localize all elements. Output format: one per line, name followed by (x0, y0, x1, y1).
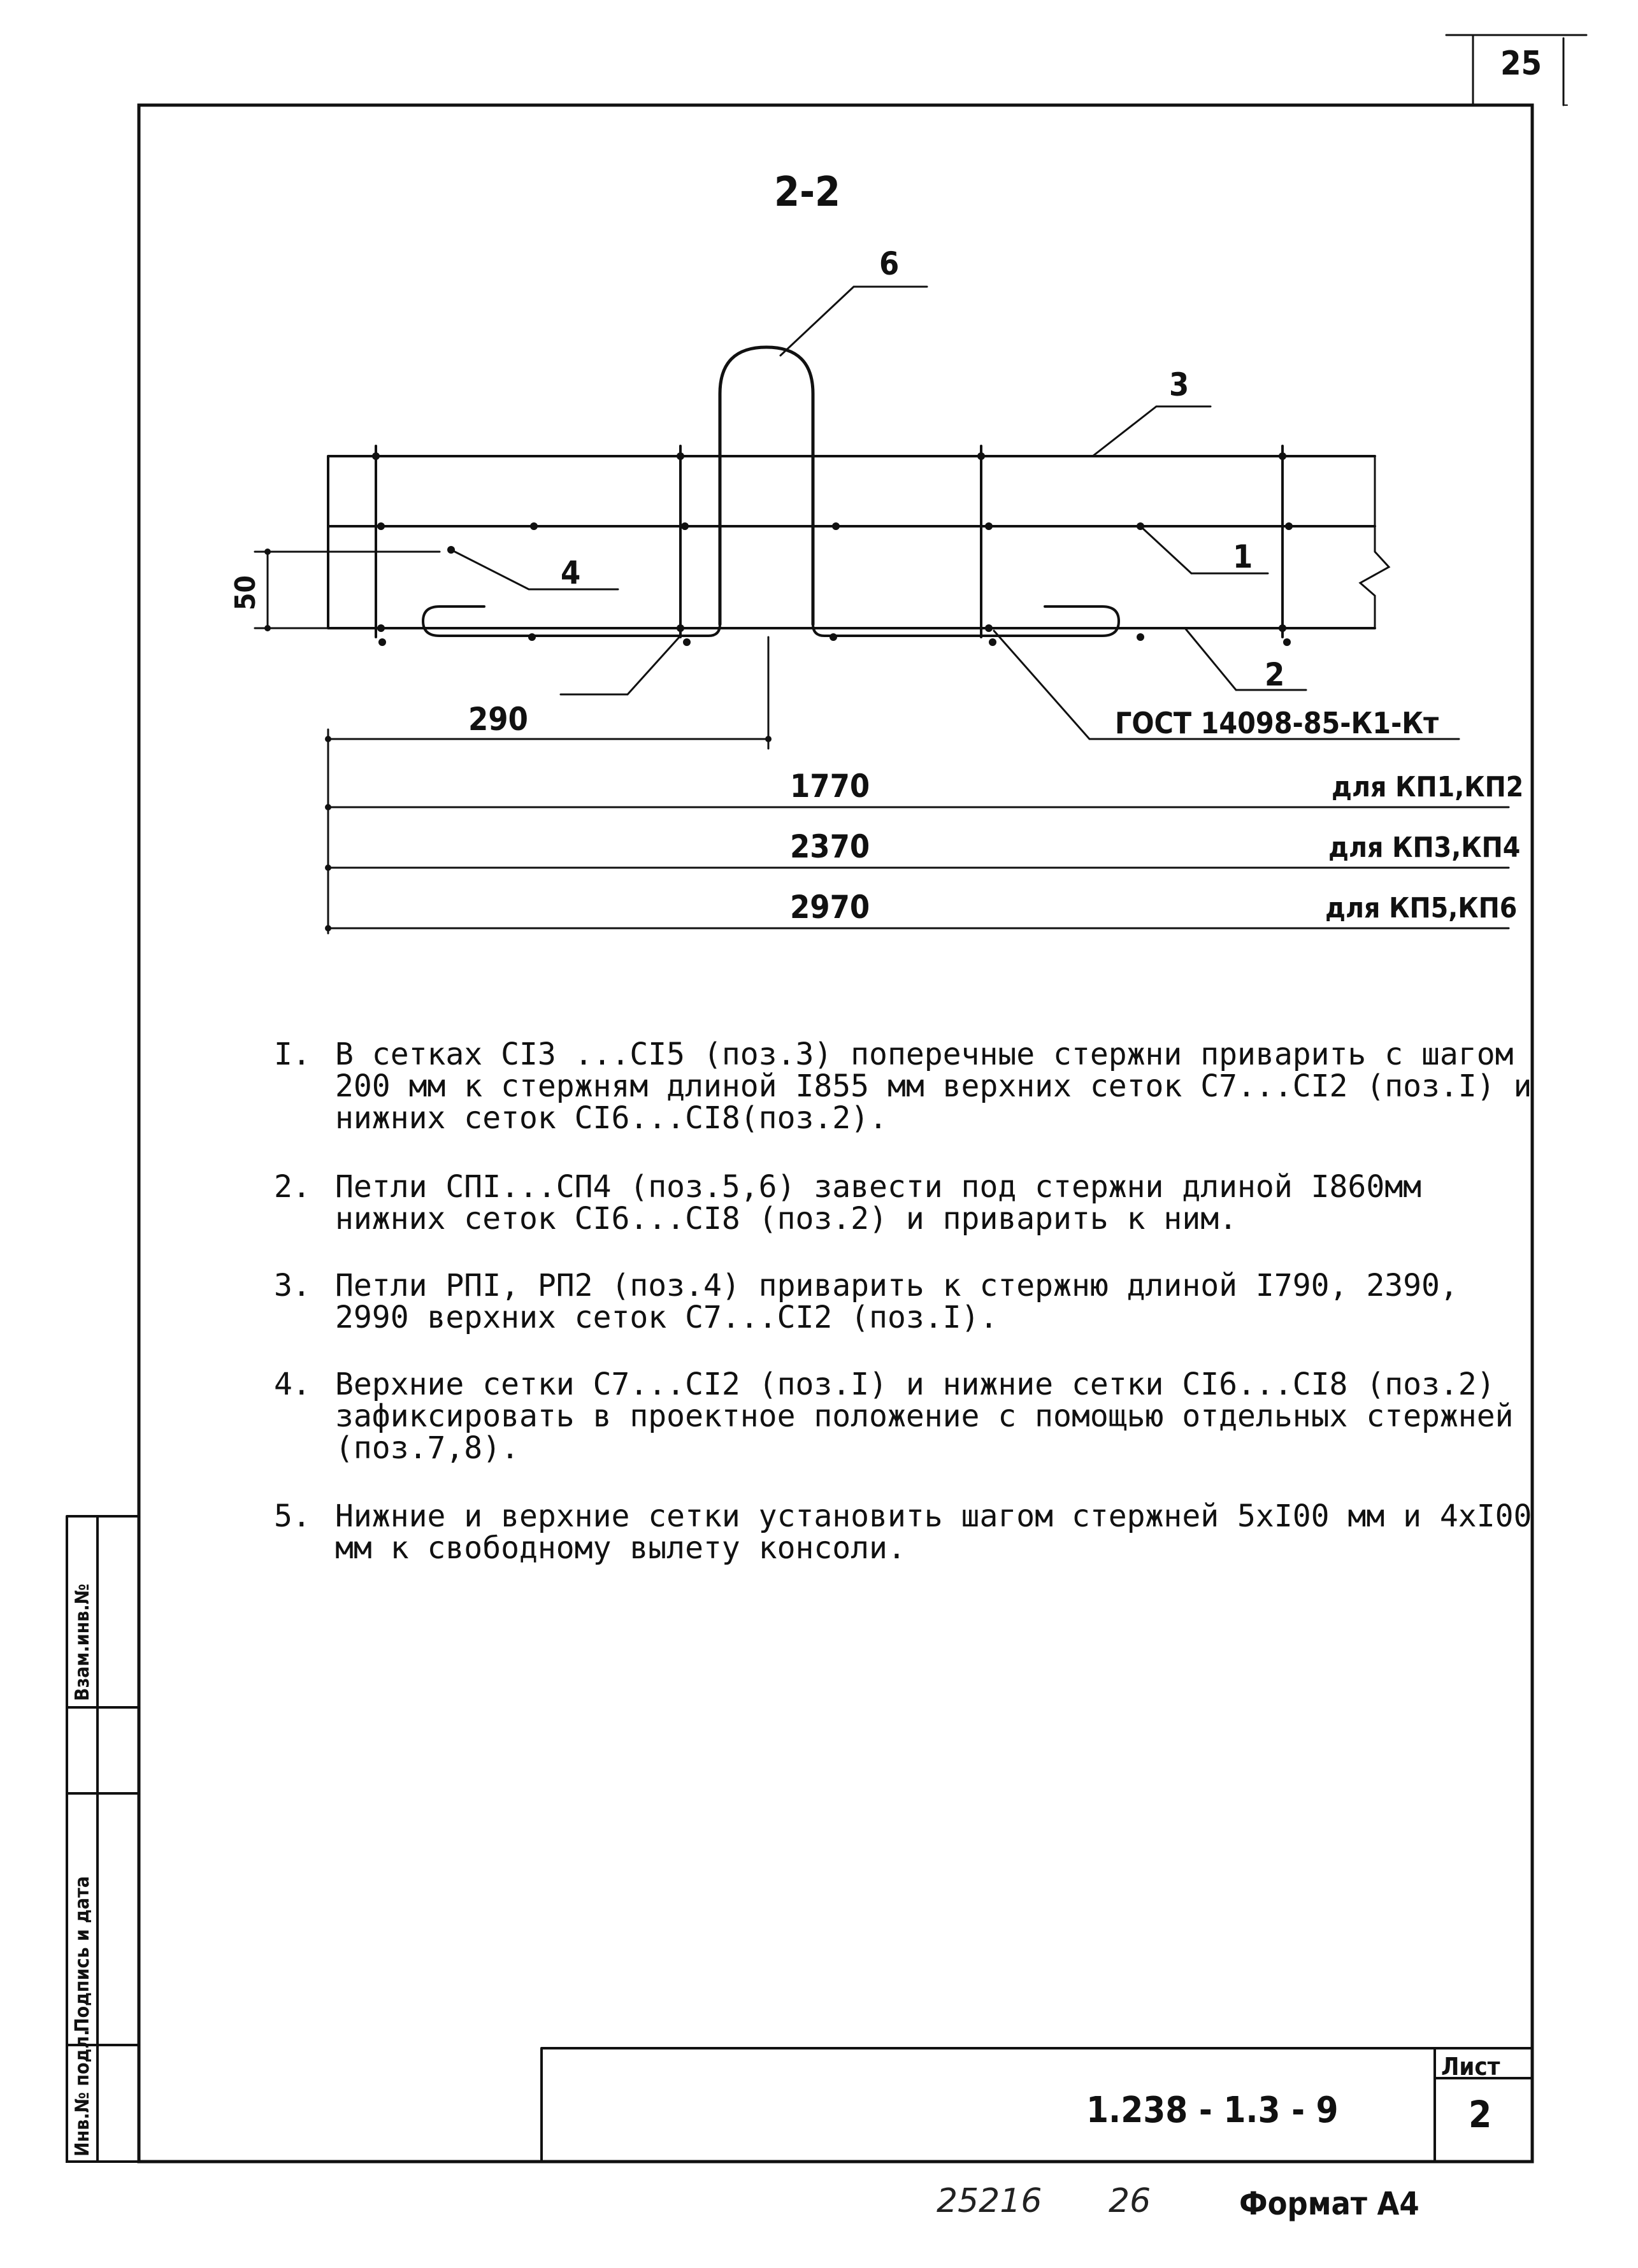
dim-row-1-label: для КП1,КП2 (1332, 771, 1524, 803)
bar-dots (372, 452, 1293, 646)
bar-dot (528, 633, 536, 641)
bar-dot (1279, 452, 1286, 460)
break-line (1360, 456, 1389, 628)
dim-50-label: 50 (229, 575, 262, 610)
dim-290-label: 290 (468, 701, 528, 738)
note-item (274, 1171, 1523, 1241)
central-loop-hooks (680, 624, 981, 636)
callout-gost: ГОСТ 14098-85-К1-Кт (1115, 706, 1439, 740)
callout-1: 1 (1233, 538, 1253, 575)
bar-dot (377, 624, 385, 632)
dim-tick (765, 736, 772, 742)
dim-290-line (328, 637, 768, 749)
leader-3 (1093, 406, 1211, 456)
callout-3: 3 (1169, 366, 1189, 403)
dim-row-2-value: 2370 (790, 828, 870, 865)
bar-dot (1137, 633, 1144, 641)
dim-50-line (255, 552, 440, 628)
handwritten-number-1: 25216 (937, 2182, 1042, 2220)
bar-dot (1279, 624, 1286, 632)
bar-dot (530, 522, 538, 530)
bar-dot (985, 522, 993, 530)
note-number: 5. (274, 1498, 311, 1534)
note-number: 2. (274, 1169, 311, 1205)
bar-dot (677, 624, 684, 632)
bar-dot (683, 638, 691, 646)
bar-dot (1137, 522, 1144, 530)
central-loop (720, 347, 813, 624)
section-title: 2-2 (774, 169, 841, 216)
stamp-podpis-data: Подпись и дата (71, 1876, 94, 2032)
leader-weld-left (561, 636, 680, 694)
dim-row-3-label: для КП5,КП6 (1325, 892, 1518, 924)
leader-4 (451, 550, 618, 589)
dim-tick (325, 736, 331, 742)
stamp-inv-podl: Инв.№ подл. (71, 2029, 94, 2157)
callout-2: 2 (1265, 656, 1285, 693)
note-text: Петли РПI, РП2 (поз.4) приварить к стержню длиной I790, 2390, 2990 верхних сеток С7...СI2 (поз.I). (335, 1268, 1458, 1335)
bar-dot (681, 522, 689, 530)
note-item (274, 1037, 1532, 1140)
callout-4: 4 (561, 554, 581, 591)
right-hook-bar (981, 606, 1119, 636)
leader-6 (780, 287, 927, 355)
bar-dot (378, 638, 386, 646)
bar-dot (1283, 638, 1291, 646)
note-item (274, 1270, 1523, 1340)
dim-row-1-value: 1770 (790, 768, 870, 805)
sheet-number: 2 (1469, 2093, 1492, 2136)
bar-dot (677, 452, 684, 460)
handwritten-number-2: 26 (1109, 2182, 1151, 2220)
dim-tick (264, 625, 271, 631)
callout-6: 6 (879, 245, 900, 282)
doc-code: 1.238 - 1.3 - 9 (1086, 2090, 1339, 2131)
bar-dot (832, 522, 840, 530)
note-number: I. (274, 1037, 311, 1072)
dim-tick (325, 804, 331, 810)
dim-tick (325, 925, 331, 931)
note-number: 3. (274, 1268, 311, 1303)
note-text: В сетках СI3 ...СI5 (поз.3) поперечные стержни приварить с шагом 200 мм к стержням длиной I855 мм верхних сеток С7...СI2 (поз.I) и нижних сеток СI6...СI8(поз.2). (335, 1037, 1532, 1136)
bar-dot (977, 452, 985, 460)
leader-2 (1185, 628, 1306, 690)
bar-dot (1285, 522, 1293, 530)
format-label: Формат А4 (1239, 2185, 1419, 2222)
note-number: 4. (274, 1367, 311, 1402)
note-item (274, 1498, 1532, 1570)
left-hook-bar (423, 606, 680, 636)
bar-dot (377, 522, 385, 530)
note-text: Верхние сетки С7...СI2 (поз.I) и нижние сетки СI6...СI8 (поз.2) зафиксировать в проектное положение с помощью отдельных стержней (поз.7,8). (335, 1367, 1514, 1466)
sheet-label: Лист (1441, 2053, 1500, 2081)
dim-row-3-value: 2970 (790, 889, 870, 926)
title-block (542, 2048, 1532, 2162)
bar-dot (985, 624, 993, 632)
dim-row-2-label: для КП3,КП4 (1328, 831, 1521, 864)
note-text: Нижние и верхние сетки установить шагом стержней 5хI00 мм и 4хI00 мм к свободному вылету консоли. (335, 1498, 1532, 1566)
note-text: Петли СПI...СП4 (поз.5,6) завести под стержни длиной I860мм нижних сеток СI6...СI8 (поз.2) и приварить к ним. (335, 1169, 1422, 1237)
note-item (274, 1368, 1523, 1470)
page-number: 25 (1500, 45, 1542, 83)
bar-dot (372, 452, 380, 460)
bar-dot (447, 546, 455, 554)
dim-tick (325, 865, 331, 871)
stamp-vzam-inv: Взам.инв.№ (71, 1583, 94, 1701)
dim-tick (264, 549, 271, 555)
bar-dot (830, 633, 837, 641)
slab-outline (328, 456, 1375, 628)
bar-dot (989, 638, 996, 646)
